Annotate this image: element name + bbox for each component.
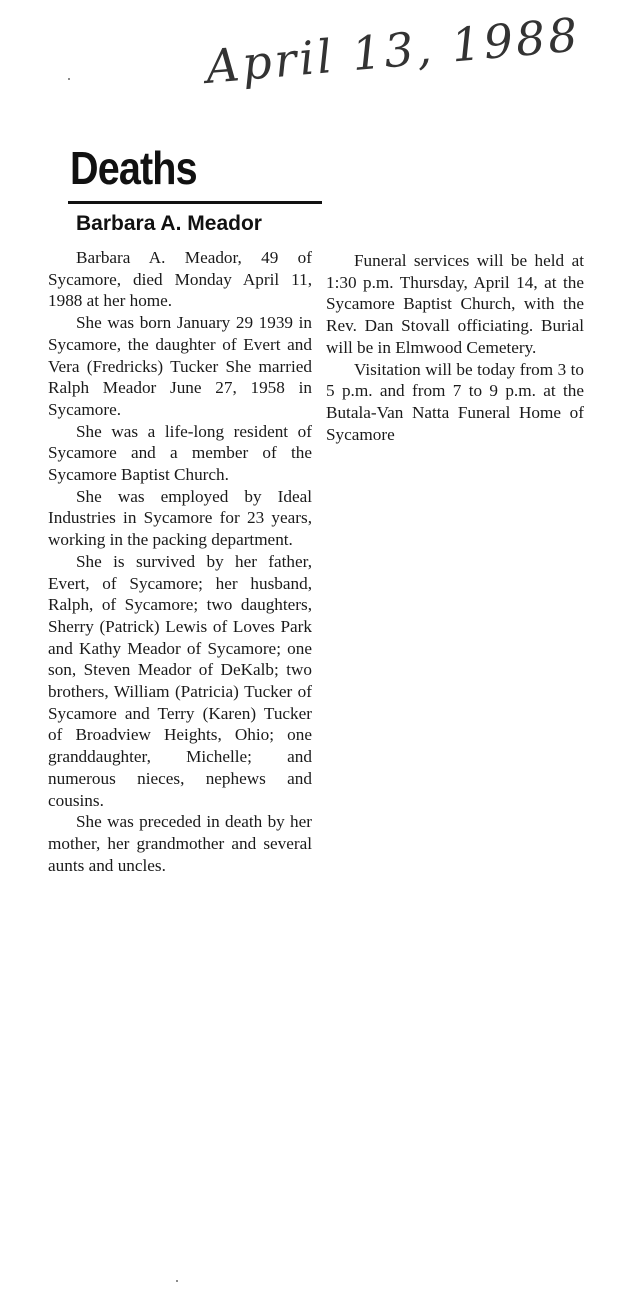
- paper-speck: [68, 78, 70, 80]
- paper-speck: [176, 1280, 178, 1282]
- left-column: [48, 247, 312, 876]
- paragraph-preceded: She was preceded in death by her mother, her grandmother and several aunts and uncles.: [48, 812, 312, 875]
- title-rule: [68, 201, 322, 204]
- section-title: Deaths: [70, 142, 197, 194]
- paragraph-residence: She was a life-long resident of Sycamore and a member of the Sycamore Baptist Church.: [48, 421, 312, 485]
- paragraph-employment: She was employed by Ideal Industries in Sycamore for 23 years, working in the packing department.: [48, 486, 312, 550]
- paragraph-survivors: She is survived by her father, Evert, of Sycamore; her husband, Ralph, of Sycamore; two daughters, Sherry (Patrick) Lewis of Loves Park and Kathy Meador of Sycamore; one son, Steven Meador of DeKalb; two brothers, William (Patricia) Tucker of Sycamore and Terry (Karen) Tucker of Broadview Heights, Ohio; one granddaughter, Michelle; and numerous nieces, nephews and cousins.: [48, 551, 312, 810]
- paragraph-funeral: Funeral services will be held at 1:30 p.m. Thursday, April 14, at the Sycamore Baptist Church, with the Rev. Dan Stovall officiating. Burial will be in Elmwood Cemetery.: [326, 251, 584, 357]
- paragraph-intro: Barbara A. Meador, 49 of Sycamore, died Monday April 11, 1988 at her home.: [48, 248, 312, 311]
- obituary-name-heading: Barbara A. Meador: [76, 212, 262, 235]
- handwritten-date: April 13, 1988: [203, 7, 583, 94]
- paragraph-birth: She was born January 29 1939 in Sycamore, the daughter of Evert and Vera (Fredricks) Tucker She married Ralph Meador June 27, 1958 in Sycamore.: [48, 313, 312, 419]
- right-column: [326, 250, 584, 506]
- paragraph-visitation: Visitation will be today from 3 to 5 p.m. and from 7 to 9 p.m. at the Butala-Van Natta Funeral Home of Sycamore: [326, 359, 584, 444]
